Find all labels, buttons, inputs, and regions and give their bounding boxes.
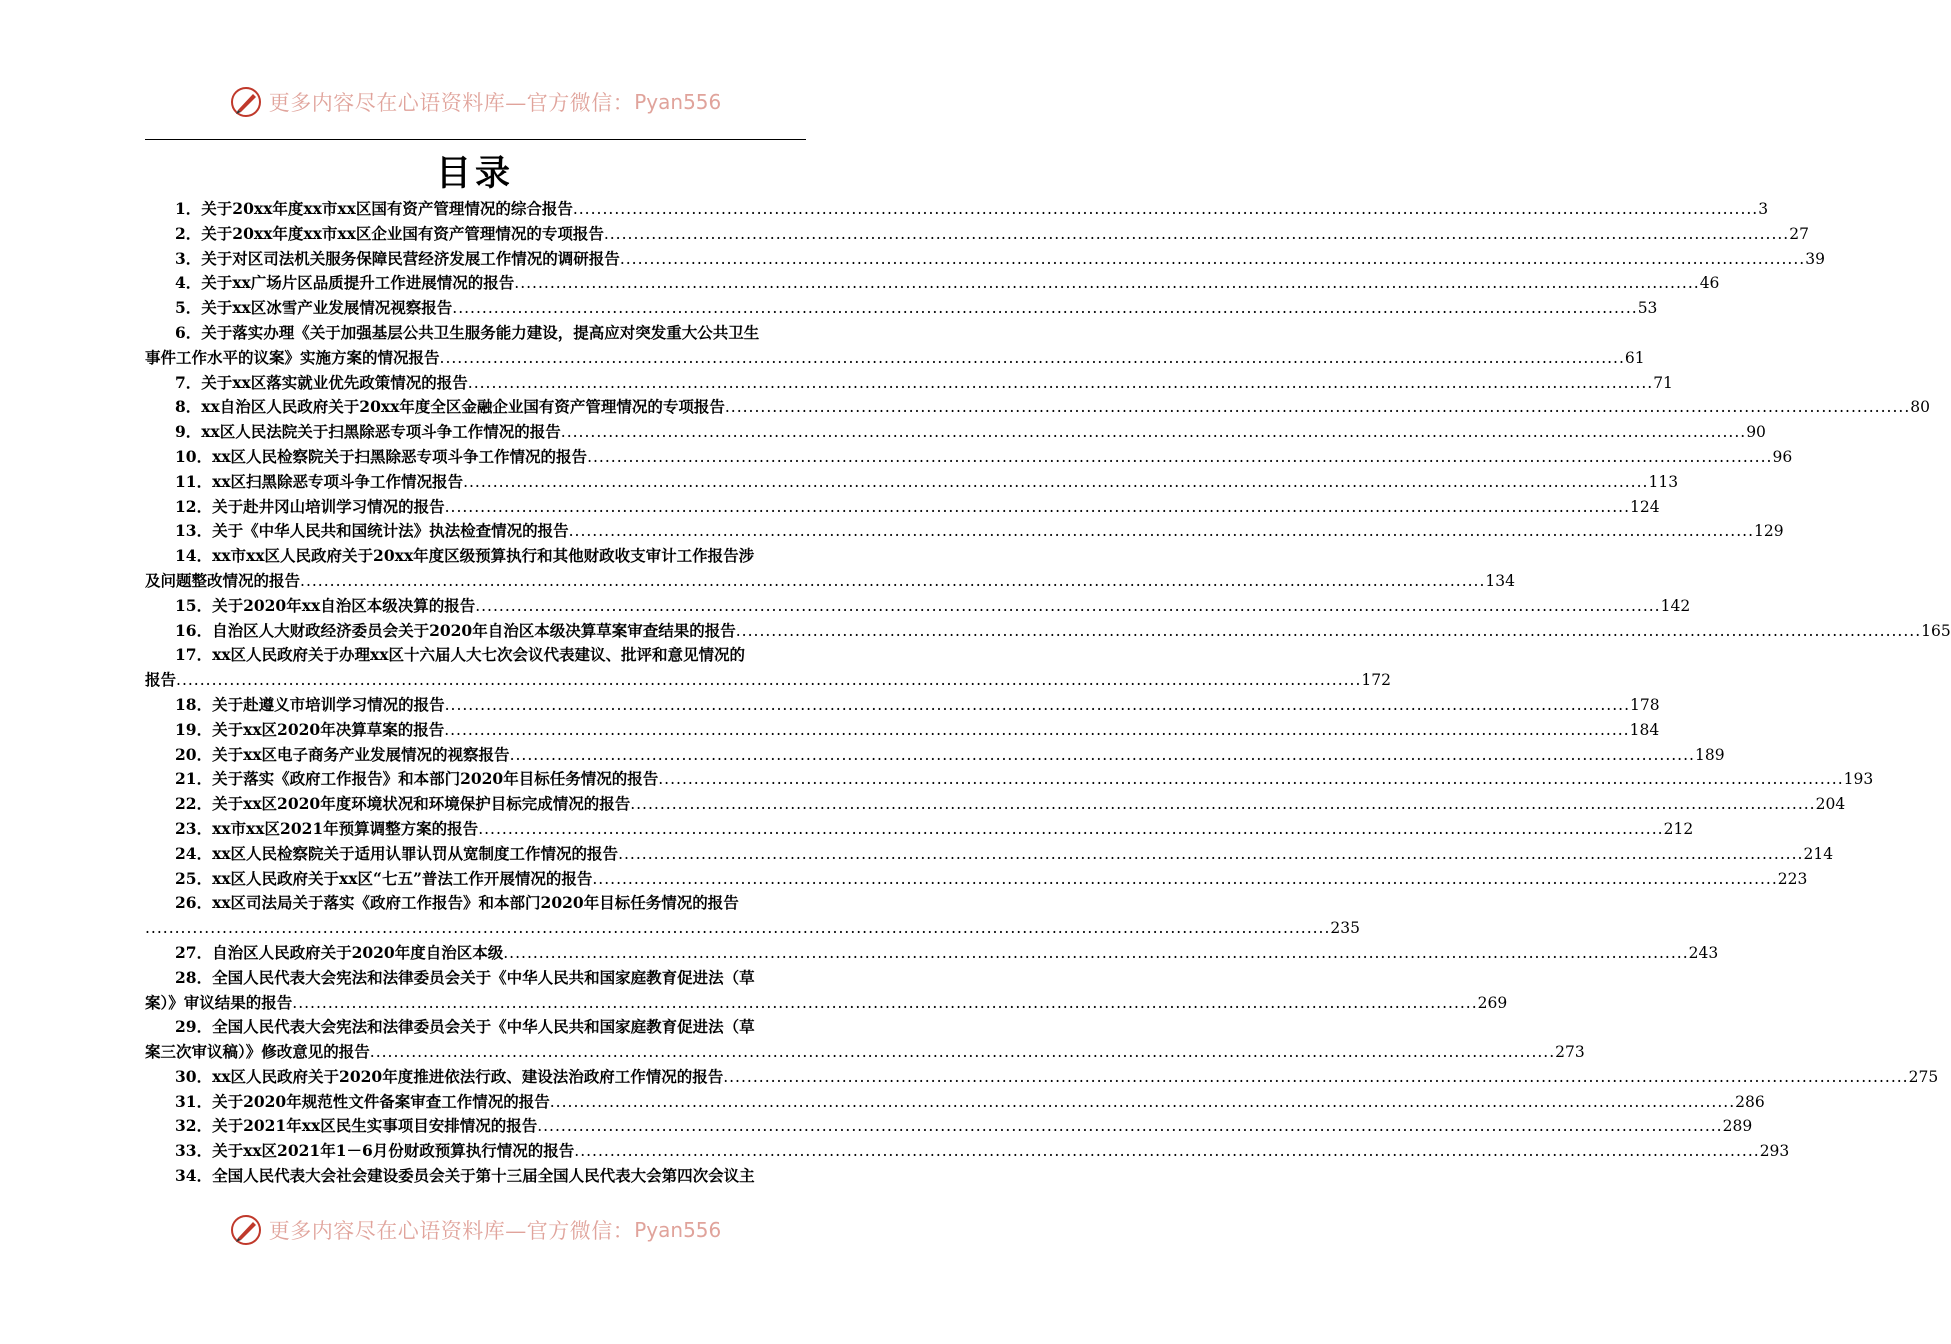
toc-entry[interactable] bbox=[145, 619, 1951, 644]
toc-entry-title: 关于xx区2020年度环境状况和环境保护目标完成情况的报告 bbox=[212, 794, 631, 814]
toc-leader-dots bbox=[444, 718, 1629, 743]
toc-entry-page: 3 bbox=[1758, 200, 1769, 218]
toc-entry-number: 28． bbox=[175, 967, 213, 987]
toc-entry-title: xx市xx区人民政府关于20xx年度区级预算执行和其他财政收支审计工作报告涉 bbox=[212, 546, 755, 566]
toc-entry-title: xx区人民政府关于办理xx区十六届人大七次会议代表建议、批评和意见情况的 bbox=[212, 645, 746, 665]
toc-entry-page: 61 bbox=[1624, 348, 1645, 367]
toc-entry-number: 31． bbox=[175, 1091, 213, 1111]
toc-entry-title: 全国人民代表大会宪法和法律委员会关于《中华人民共和国家庭教育促进法（草 bbox=[212, 1017, 755, 1037]
toc-entry-number: 12． bbox=[175, 496, 213, 516]
toc-entry-page: 214 bbox=[1803, 844, 1834, 863]
toc-entry-title: xx区人民检察院关于扫黑除恶专项斗争工作情况的报告 bbox=[212, 446, 588, 466]
watermark-text: 更多内容尽在心语资料库—官方微信： bbox=[268, 91, 635, 115]
toc-entry-title: 关于对区司法机关服务保障民营经济发展工作情况的调研报告 bbox=[201, 248, 620, 268]
toc-entry[interactable] bbox=[145, 842, 1834, 867]
toc-entry-page: 286 bbox=[1735, 1092, 1765, 1111]
toc-leader-dots bbox=[300, 569, 1485, 594]
toc-entry[interactable] bbox=[145, 222, 1809, 247]
pen-logo-icon bbox=[229, 85, 263, 119]
toc-entry-title: xx自治区人民政府关于20xx年度全区金融企业国有资产管理情况的专项报告 bbox=[201, 397, 725, 417]
toc-leader-dots bbox=[514, 271, 1699, 296]
toc-entry-title: 自治区人民政府关于2020年度自治区本级 bbox=[212, 942, 504, 962]
toc-leader-dots bbox=[725, 395, 1910, 420]
toc-leader-dots bbox=[587, 445, 1772, 470]
watermark-wechat: Pyan556 bbox=[634, 1218, 722, 1242]
toc-entry[interactable] bbox=[145, 296, 1658, 321]
toc-entry-page: 193 bbox=[1843, 770, 1874, 789]
toc-entry-title: 关于赴井冈山培训学习情况的报告 bbox=[212, 496, 445, 516]
toc-leader-dots bbox=[445, 693, 1630, 718]
toc-entry-page: 129 bbox=[1754, 522, 1784, 541]
toc-entry-page: 27 bbox=[1789, 224, 1809, 243]
toc-entry-title: 关于2020年xx自治区本级决算的报告 bbox=[212, 595, 476, 615]
toc-entry-number: 27． bbox=[175, 942, 213, 962]
toc-leader-dots bbox=[370, 1040, 1555, 1065]
toc-entry-title: 关于xx区2020年决算草案的报告 bbox=[212, 719, 445, 739]
toc-leader-dots bbox=[478, 817, 1663, 842]
toc-entry-page: 71 bbox=[1653, 373, 1673, 392]
toc-entry-page: 212 bbox=[1663, 819, 1694, 838]
toc-leader-dots bbox=[292, 991, 1477, 1016]
toc-entry-page: 46 bbox=[1699, 274, 1720, 293]
toc-entry-title: xx区人民政府关于xx区“七五”普法工作开展情况的报告 bbox=[212, 868, 593, 888]
toc-entry[interactable] bbox=[145, 643, 1392, 693]
toc-leader-dots bbox=[630, 792, 1815, 817]
toc-leader-dots bbox=[503, 941, 1688, 966]
toc-entry-title: 全国人民代表大会社会建设委员会关于第十三届全国人民代表大会第四次会议主 bbox=[212, 1166, 755, 1186]
toc-leader-dots bbox=[723, 1065, 1908, 1090]
toc-entry-title: 关于xx区落实就业优先政策情况的报告 bbox=[201, 372, 468, 392]
watermark-wechat: Pyan556 bbox=[634, 90, 722, 114]
toc-entry-page: 80 bbox=[1910, 398, 1930, 417]
pen-logo-icon bbox=[229, 1213, 263, 1247]
toc-entry-title: 关于落实办理《关于加强基层公共卫生服务能力建设，提高应对突发重大公共卫生 bbox=[201, 322, 760, 342]
toc-leader-dots bbox=[574, 1139, 1759, 1164]
toc-entry-number: 32． bbox=[175, 1116, 213, 1136]
toc-entry-title-continued: 案）》审议结果的报告 bbox=[145, 992, 293, 1012]
toc-entry-page: 96 bbox=[1772, 447, 1793, 466]
toc-entry-number: 11． bbox=[175, 471, 213, 491]
toc-leader-dots bbox=[569, 519, 1754, 544]
toc-entry[interactable] bbox=[145, 792, 1846, 817]
toc-entry[interactable] bbox=[145, 1139, 1790, 1164]
toc-entry-number: 24． bbox=[175, 843, 213, 863]
toc-entry-number: 16． bbox=[175, 620, 213, 640]
toc-entry-number: 18． bbox=[175, 694, 213, 714]
toc-leader-dots bbox=[145, 916, 1330, 941]
toc-entry-page: 289 bbox=[1722, 1117, 1753, 1136]
toc-entry-title: 关于xx广场片区品质提升工作进展情况的报告 bbox=[201, 273, 515, 293]
toc-entry-number: 22． bbox=[175, 794, 213, 814]
toc-entry-number: 23． bbox=[175, 818, 213, 838]
toc-entry-number: 14． bbox=[175, 546, 213, 566]
toc-entry[interactable] bbox=[145, 1090, 1765, 1115]
header-rule bbox=[145, 139, 806, 140]
toc-entry-number: 21． bbox=[175, 769, 213, 789]
toc-entry[interactable] bbox=[145, 693, 1660, 718]
toc-entry-number: 9． bbox=[175, 422, 202, 442]
toc-entry-title: 关于2021年xx区民生实事项目安排情况的报告 bbox=[212, 1116, 538, 1136]
toc-entry[interactable] bbox=[145, 445, 1793, 470]
toc-entry-number: 20． bbox=[175, 744, 213, 764]
toc-entry[interactable] bbox=[145, 1114, 1753, 1139]
toc-entry-title: 全国人民代表大会宪法和法律委员会关于《中华人民共和国家庭教育促进法（草 bbox=[212, 967, 755, 987]
toc-entry-title: 关于20xx年度xx市xx区国有资产管理情况的综合报告 bbox=[201, 199, 573, 218]
toc-leader-dots bbox=[658, 767, 1843, 792]
toc-entry-page: 90 bbox=[1746, 423, 1766, 442]
toc-entry-title: xx区扫黑除恶专项斗争工作情况报告 bbox=[212, 471, 464, 491]
toc-entry[interactable] bbox=[145, 966, 1508, 1016]
toc-entry-title: xx区司法局关于落实《政府工作报告》和本部门2020年目标任务情况的报告 bbox=[212, 893, 739, 913]
toc-entry-page: 235 bbox=[1330, 919, 1360, 938]
toc-entry[interactable] bbox=[145, 1015, 1585, 1065]
toc-entry-number: 15． bbox=[175, 595, 213, 615]
toc-entry[interactable] bbox=[145, 395, 1930, 420]
toc-entry[interactable] bbox=[145, 495, 1660, 520]
toc-entry[interactable] bbox=[145, 767, 1874, 792]
toc-entry-number: 19． bbox=[175, 719, 213, 739]
toc-entry-number: 34． bbox=[175, 1166, 213, 1186]
toc-entry-title: xx区人民检察院关于适用认罪认罚从宽制度工作情况的报告 bbox=[212, 843, 619, 863]
toc-leader-dots bbox=[463, 470, 1648, 495]
toc-leader-dots bbox=[440, 346, 1625, 371]
toc-entry[interactable] bbox=[145, 321, 1645, 371]
toc-entry-title: 关于20xx年度xx市xx区企业国有资产管理情况的专项报告 bbox=[201, 223, 604, 243]
toc-entry-number: 3． bbox=[175, 248, 202, 268]
toc-entry-title: 自治区人大财政经济委员会关于2020年自治区本级决算草案审查结果的报告 bbox=[212, 620, 736, 640]
toc-entry-page: 124 bbox=[1630, 497, 1660, 516]
toc-entry-title: 关于落实《政府工作报告》和本部门2020年目标任务情况的报告 bbox=[212, 769, 659, 789]
toc-entry-number: 17． bbox=[175, 645, 213, 665]
toc-leader-dots bbox=[592, 867, 1777, 892]
toc-entry-title: 关于2020年规范性文件备案审查工作情况的报告 bbox=[212, 1091, 550, 1111]
toc-entry-title: 关于《中华人民共和国统计法》执法检查情况的报告 bbox=[212, 521, 569, 541]
toc-entry[interactable] bbox=[145, 470, 1679, 495]
toc-entry-number: 8． bbox=[175, 397, 202, 417]
toc-leader-dots bbox=[736, 619, 1921, 644]
toc-entry[interactable] bbox=[145, 247, 1825, 272]
toc-entry-title: xx市xx区2021年预算调整方案的报告 bbox=[212, 818, 479, 838]
toc-entry[interactable] bbox=[145, 371, 1673, 396]
table-of-contents bbox=[145, 197, 1951, 1189]
toc-entry[interactable] bbox=[145, 594, 1691, 619]
toc-entry-page: 204 bbox=[1815, 795, 1846, 814]
toc-entry-page: 113 bbox=[1648, 472, 1679, 491]
toc-leader-dots bbox=[445, 495, 1630, 520]
page-title: 目录 bbox=[435, 153, 514, 194]
toc-entry-page: 134 bbox=[1485, 571, 1516, 590]
toc-entry-title: xx区人民法院关于扫黑除恶专项斗争工作情况的报告 bbox=[201, 422, 561, 442]
toc-leader-dots bbox=[620, 247, 1805, 272]
toc-entry-title-continued: 案三次审议稿）》修改意见的报告 bbox=[145, 1042, 370, 1062]
toc-entry[interactable] bbox=[145, 420, 1766, 445]
toc-entry-page: 165 bbox=[1921, 621, 1951, 640]
toc-entry-page: 273 bbox=[1555, 1043, 1585, 1062]
toc-entry-page: 39 bbox=[1805, 249, 1825, 268]
toc-leader-dots bbox=[573, 197, 1758, 222]
toc-entry-page: 172 bbox=[1361, 671, 1392, 690]
toc-entry[interactable] bbox=[145, 197, 1769, 222]
toc-leader-dots bbox=[452, 296, 1637, 321]
watermark-header bbox=[0, 82, 950, 122]
toc-entry-title: xx区人民政府关于2020年度推进依法行政、建设法治政府工作情况的报告 bbox=[212, 1066, 724, 1086]
toc-entry[interactable] bbox=[145, 718, 1660, 743]
toc-entry-page: 53 bbox=[1637, 299, 1658, 318]
toc-entry-number: 5． bbox=[175, 298, 202, 318]
toc-leader-dots bbox=[618, 842, 1803, 867]
toc-entry-number: 25． bbox=[175, 868, 213, 888]
toc-entry[interactable] bbox=[145, 1065, 1939, 1090]
toc-entry-title: 关于赴遵义市培训学习情况的报告 bbox=[212, 694, 445, 714]
toc-entry-title-continued: 及问题整改情况的报告 bbox=[145, 570, 301, 590]
toc-entry-number: 13． bbox=[175, 521, 213, 541]
toc-entry-number: 26． bbox=[175, 893, 213, 913]
toc-entry[interactable] bbox=[145, 891, 1360, 941]
toc-entry-title-continued: 报告 bbox=[145, 670, 177, 690]
toc-entry-title: 关于xx区冰雪产业发展情况视察报告 bbox=[201, 298, 453, 318]
toc-entry[interactable] bbox=[145, 1164, 806, 1189]
toc-leader-dots bbox=[550, 1090, 1735, 1115]
toc-entry[interactable] bbox=[145, 867, 1808, 892]
toc-entry[interactable] bbox=[145, 271, 1720, 296]
toc-entry[interactable] bbox=[145, 743, 1725, 768]
toc-entry-title-continued: 事件工作水平的议案》实施方案的情况报告 bbox=[145, 347, 440, 367]
toc-leader-dots bbox=[537, 1114, 1722, 1139]
toc-entry-page: 178 bbox=[1630, 695, 1660, 714]
toc-entry[interactable] bbox=[145, 941, 1719, 966]
toc-leader-dots bbox=[604, 222, 1789, 247]
toc-entry[interactable] bbox=[145, 519, 1784, 544]
toc-entry-page: 142 bbox=[1660, 596, 1691, 615]
toc-entry-page: 223 bbox=[1777, 869, 1808, 888]
toc-entry-page: 269 bbox=[1477, 993, 1508, 1012]
toc-entry-page: 293 bbox=[1759, 1142, 1790, 1161]
toc-entry-number: 30． bbox=[175, 1066, 213, 1086]
toc-entry-title: 关于xx区2021年1－6月份财政预算执行情况的报告 bbox=[212, 1141, 575, 1161]
watermark-text: 更多内容尽在心语资料库—官方微信： bbox=[268, 1219, 635, 1243]
toc-entry-title: 关于xx区电子商务产业发展情况的视察报告 bbox=[212, 744, 510, 764]
toc-leader-dots bbox=[468, 371, 1653, 396]
toc-entry-page: 189 bbox=[1694, 745, 1725, 764]
toc-entry-number: 6． bbox=[175, 322, 202, 342]
toc-entry-number: 33． bbox=[175, 1141, 213, 1161]
toc-entry-page: 243 bbox=[1688, 943, 1719, 962]
watermark-footer bbox=[0, 1210, 950, 1250]
toc-leader-dots bbox=[510, 743, 1695, 768]
toc-entry-number: 2． bbox=[175, 223, 202, 243]
toc-entry-number: 4． bbox=[175, 273, 202, 293]
toc-entry-number: 7． bbox=[175, 372, 202, 392]
toc-leader-dots bbox=[475, 594, 1660, 619]
toc-entry[interactable] bbox=[145, 817, 1694, 842]
toc-entry-page: 184 bbox=[1629, 720, 1660, 739]
toc-entry-number: 1． bbox=[175, 199, 202, 218]
toc-entry[interactable] bbox=[145, 544, 1516, 594]
toc-entry-number: 29． bbox=[175, 1017, 213, 1037]
toc-leader-dots bbox=[561, 420, 1746, 445]
toc-entry-page: 275 bbox=[1908, 1067, 1939, 1086]
toc-entry-number: 10． bbox=[175, 446, 213, 466]
toc-leader-dots bbox=[176, 668, 1361, 693]
